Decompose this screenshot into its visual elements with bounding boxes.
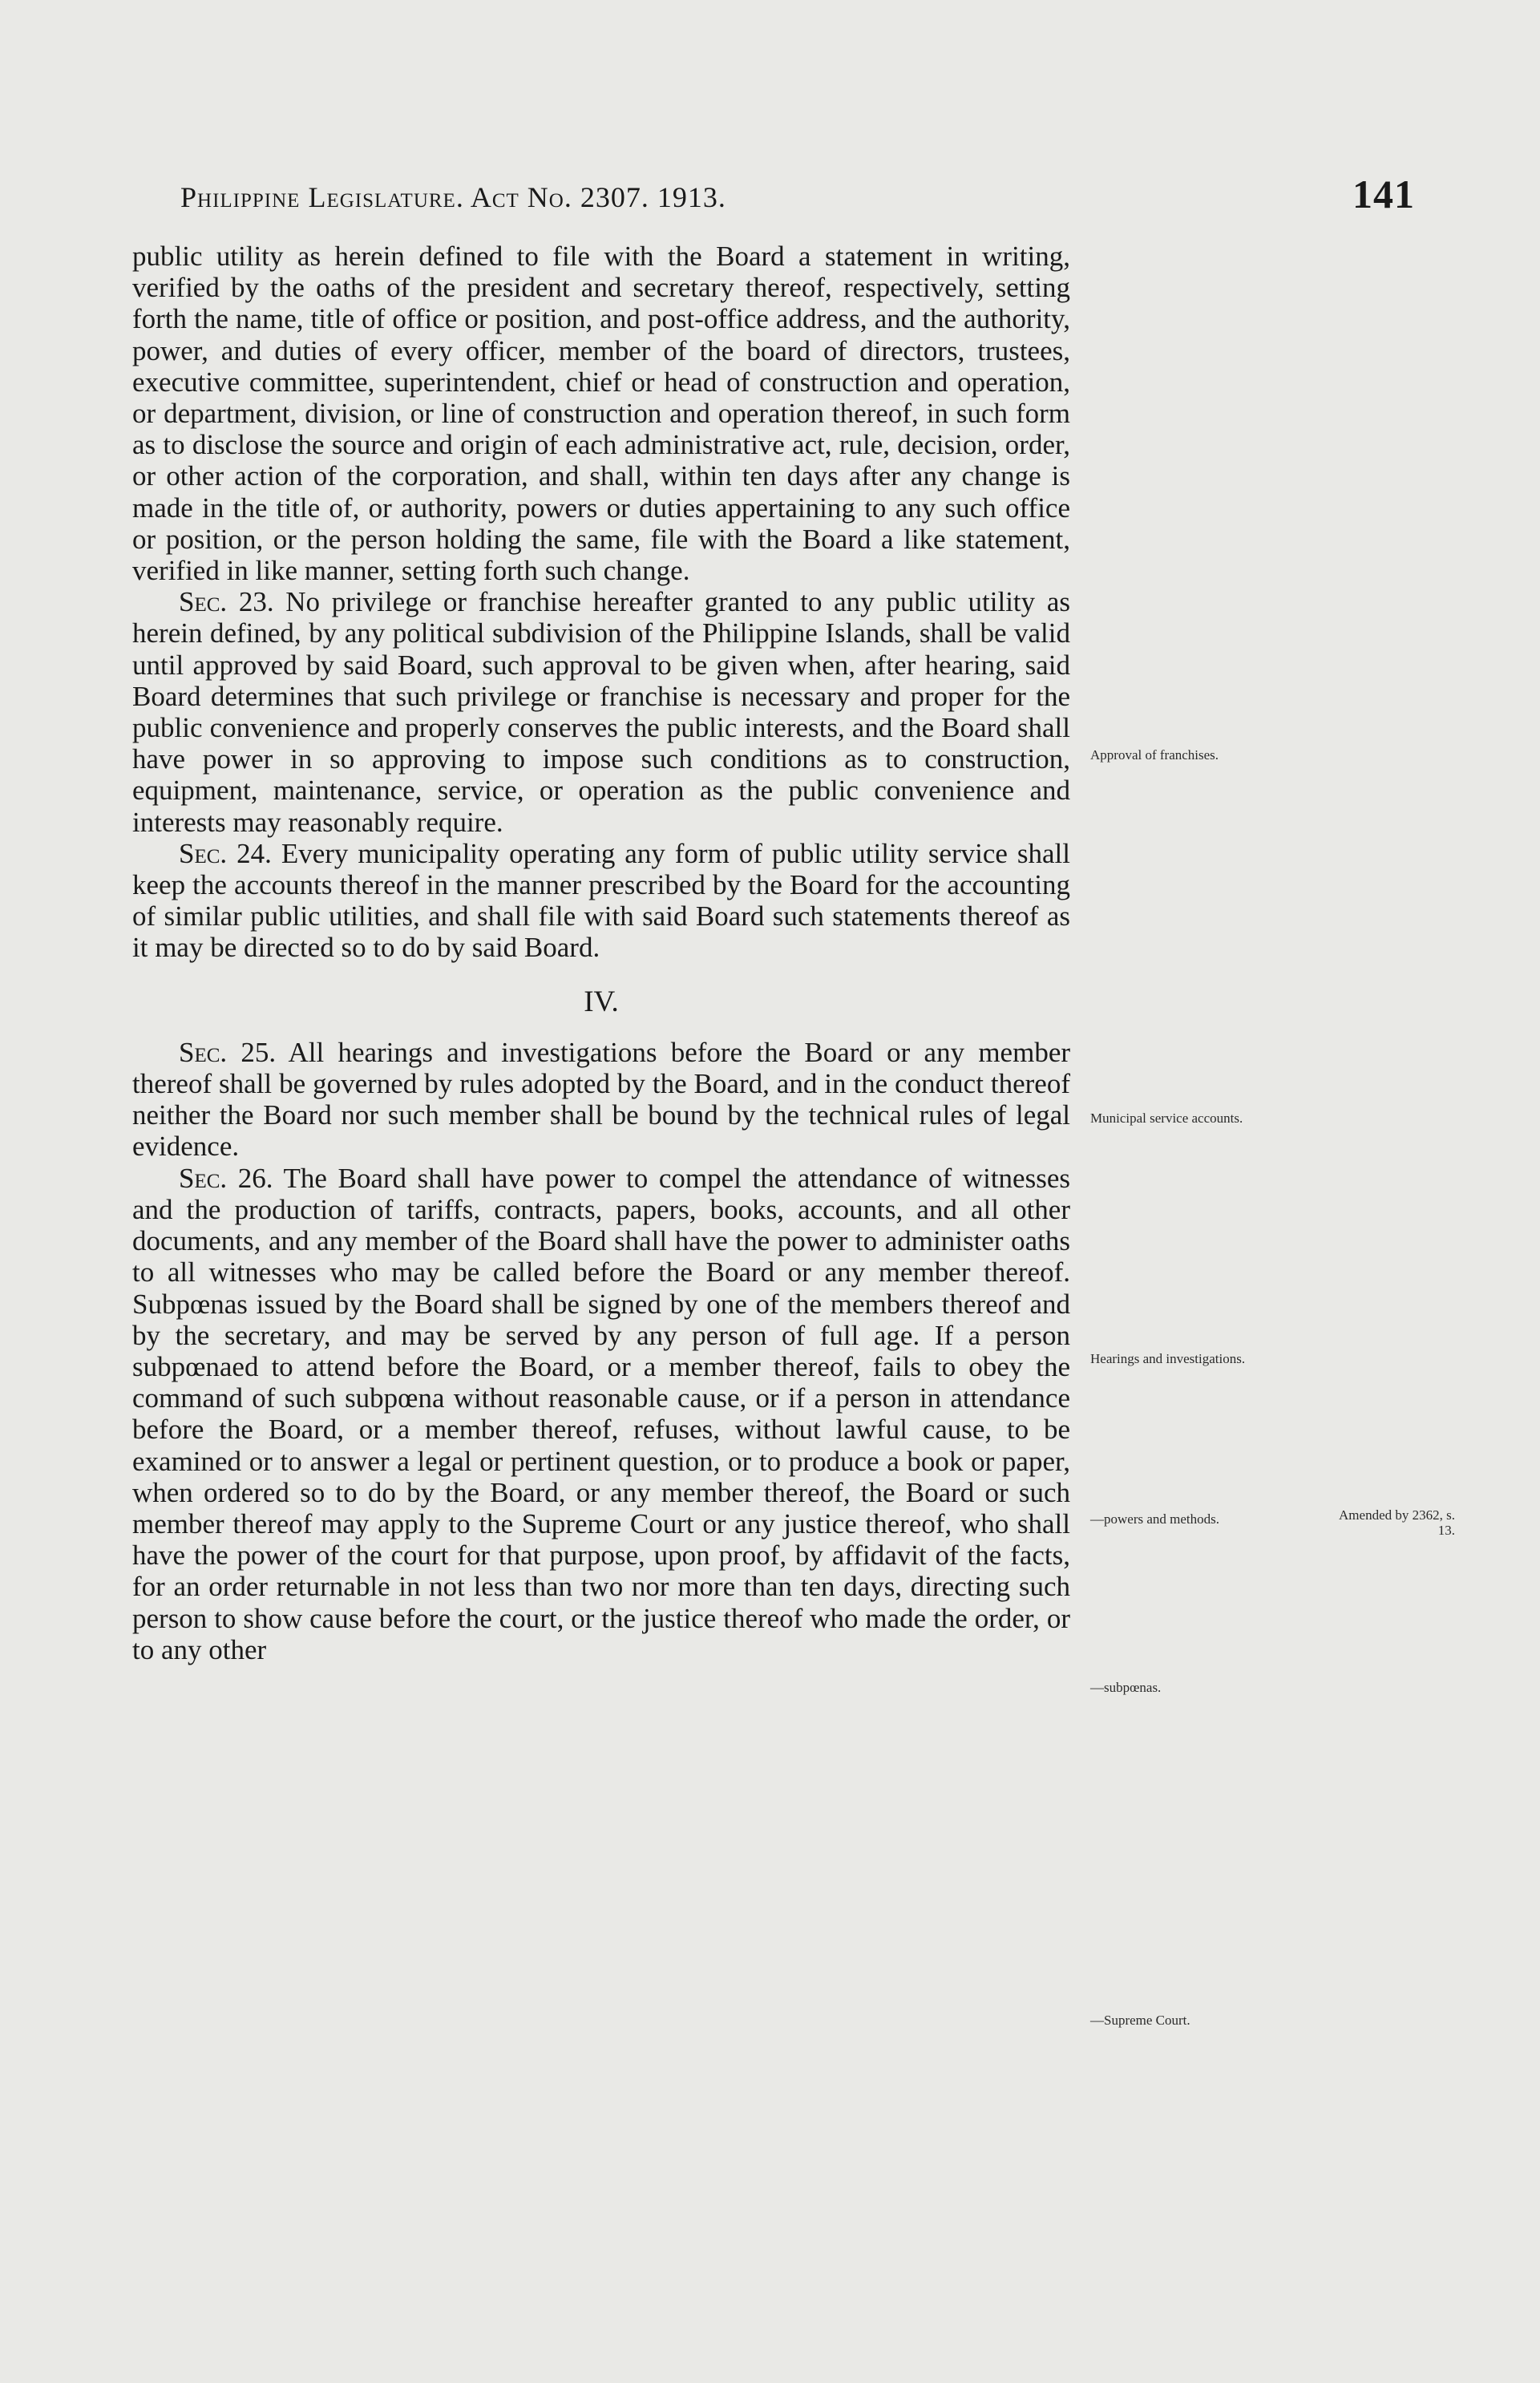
section-24: [132, 838, 1070, 964]
margin-note-hearings: Hearings and investigations.: [1090, 1351, 1246, 1366]
margin-note-amended: Amended by 2362, s. 13.: [1339, 1507, 1455, 1538]
section-24-text: Every municipality operating any form of public utility service shall keep the accounts thereof in the manner prescribed by the Board for the accounting of similar public utilities, and shall file with said Board such statements thereof as it may be directed so to do by said Board.: [132, 837, 1070, 964]
margin-note-approval: Approval of franchises.: [1090, 747, 1219, 763]
section-25-text: All hearings and investigations before the Board or any member thereof shall be governed by rules adopted by the Board, and in the conduct thereof neither the Board nor such member shall be bound by the technical rules of legal evidence.: [132, 1036, 1071, 1163]
section-26-text: The Board shall have power to compel the attendance of witnesses and the production of tariffs, contracts, papers, books, accounts, and all other documents, and any member of the Board shall have the power to administer oaths to all witnesses who may be called before the Board or any member thereof. Subpœnas issued by the Board shall be signed by one of the members thereof and by the secretary, and may be served by any person of full age. If a person subpœnaed to attend before the Board, or a member thereof, fails to obey the command of such subpœna without reasonable cause, or if a person in attendance before the Board, or a member thereof, refuses, without lawful cause, to be examined or to answer a legal or pertinent question, or to produce a book or paper, when ordered so to do by the Board, or any member thereof, the Board or such member thereof may apply to the Supreme Court or any justice thereof, who shall have the power of the court for that purpose, upon proof, by affidavit of the facts, for an order returnable in not less than two nor more than ten days, directing such person to show cause before the court, or the justice thereof who made the order, or to any other: [132, 1162, 1070, 1665]
section-25-label: Sec. 25.: [179, 1036, 277, 1068]
page-number: 141: [1352, 172, 1415, 216]
section-23-text: No privilege or franchise hereafter granted to any public utility as herein defined, by any political subdivision of the Philippine Islands, shall be valid until approved by said Board, such approval to be given when, after hearing, said Board determines that such privilege or franchise is necessary and proper for the public convenience and properly conserves the public interests, and the Board shall have power in so approving to impose such conditions as to construction, equipment, maintenance, service, or operation as the public convenience and interests may reasonably require.: [132, 586, 1070, 838]
margin-note-municipal: Municipal service accounts.: [1090, 1111, 1243, 1126]
running-header: [180, 171, 1415, 219]
margin-note-supreme-court: —Supreme Court.: [1090, 2013, 1190, 2028]
section-26: [132, 1163, 1070, 1665]
margin-note-powers: —powers and methods.: [1090, 1511, 1220, 1527]
section-24-label: Sec. 24.: [179, 837, 272, 869]
body-text: [132, 241, 1070, 1665]
section-heading: IV.: [584, 985, 619, 1018]
header-title: Philippine Legislature. Act No. 2307. 1913.: [180, 181, 726, 213]
paragraph-continuation: public utility as herein defined to file with the Board a statement in writing, verified by the oaths of the president and secretary thereof, respectively, setting forth the name, title of office or position, and post-office address, and the authority, power, and duties of every officer, member of the board of directors, trustees, executive committee, superintendent, chief or head of construction and operation, or department, division, or line of construction and operation thereof, in such form as to disclose the source and origin of each administrative act, rule, decision, order, or other action of the corporation, and shall, within ten days after any change is made in the title of, or authority, powers or duties appertaining to any such office or position, or the person holding the same, file with the Board a like statement, verified in like manner, setting forth such change.: [132, 241, 1070, 587]
section-23: [132, 586, 1070, 838]
section-26-label: Sec. 26.: [179, 1162, 273, 1194]
section-23-label: Sec. 23.: [179, 586, 274, 618]
margin-note-subpoenas: —subpœnas.: [1090, 1680, 1162, 1695]
section-25: [132, 1037, 1070, 1163]
